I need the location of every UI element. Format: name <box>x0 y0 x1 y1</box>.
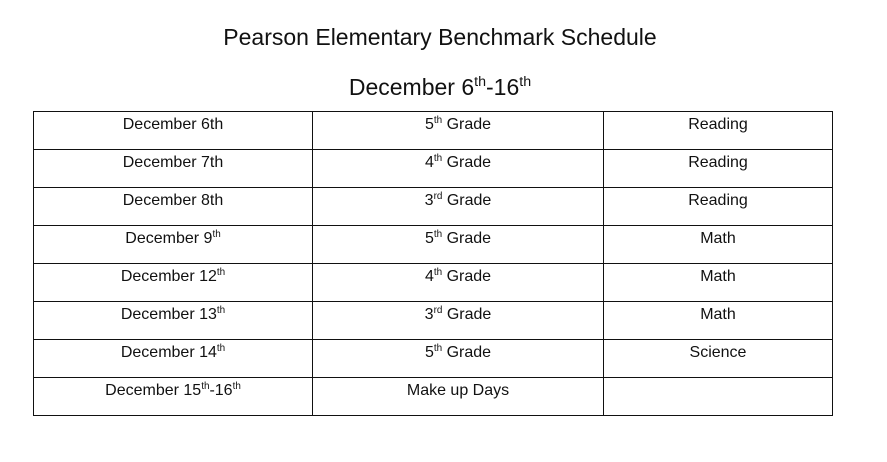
subtitle-sup-2: th <box>519 74 532 91</box>
grade-cell: 4th Grade <box>313 264 604 302</box>
subject-cell: Reading <box>604 188 833 226</box>
date-cell: December 14th <box>34 340 313 378</box>
subject-cell: Science <box>604 340 833 378</box>
grade-cell: 5th Grade <box>313 340 604 378</box>
grade-cell: 4th Grade <box>313 150 604 188</box>
subtitle-prefix: December 6 <box>348 74 475 100</box>
date-range-subtitle <box>0 70 880 108</box>
date-cell: December 8th <box>34 188 313 226</box>
subject-cell <box>604 378 833 416</box>
subject-cell: Math <box>604 264 833 302</box>
date-cell: December 12th <box>34 264 313 302</box>
subtitle-sup-1: th <box>474 74 487 91</box>
subject-cell: Reading <box>604 150 833 188</box>
subject-cell: Reading <box>604 112 833 150</box>
table-row <box>34 378 833 416</box>
table-row <box>34 150 833 188</box>
grade-cell: 3rd Grade <box>313 302 604 340</box>
subtitle-middle: -16 <box>486 74 520 100</box>
date-cell: December 15th-16th <box>34 378 313 416</box>
benchmark-schedule-table <box>33 111 833 416</box>
table-row <box>34 264 833 302</box>
grade-cell: 5th Grade <box>313 226 604 264</box>
subject-cell: Math <box>604 226 833 264</box>
grade-cell: Make up Days <box>313 378 604 416</box>
table-row <box>34 340 833 378</box>
table-row <box>34 226 833 264</box>
date-cell: December 7th <box>34 150 313 188</box>
subject-cell: Math <box>604 302 833 340</box>
grade-cell: 5th Grade <box>313 112 604 150</box>
grade-cell: 3rd Grade <box>313 188 604 226</box>
date-cell: December 9th <box>34 226 313 264</box>
table-row <box>34 112 833 150</box>
document-title: Pearson Elementary Benchmark Schedule <box>223 24 657 50</box>
date-cell: December 13th <box>34 302 313 340</box>
table-row <box>34 188 833 226</box>
date-cell: December 6th <box>34 112 313 150</box>
table-row <box>34 302 833 340</box>
